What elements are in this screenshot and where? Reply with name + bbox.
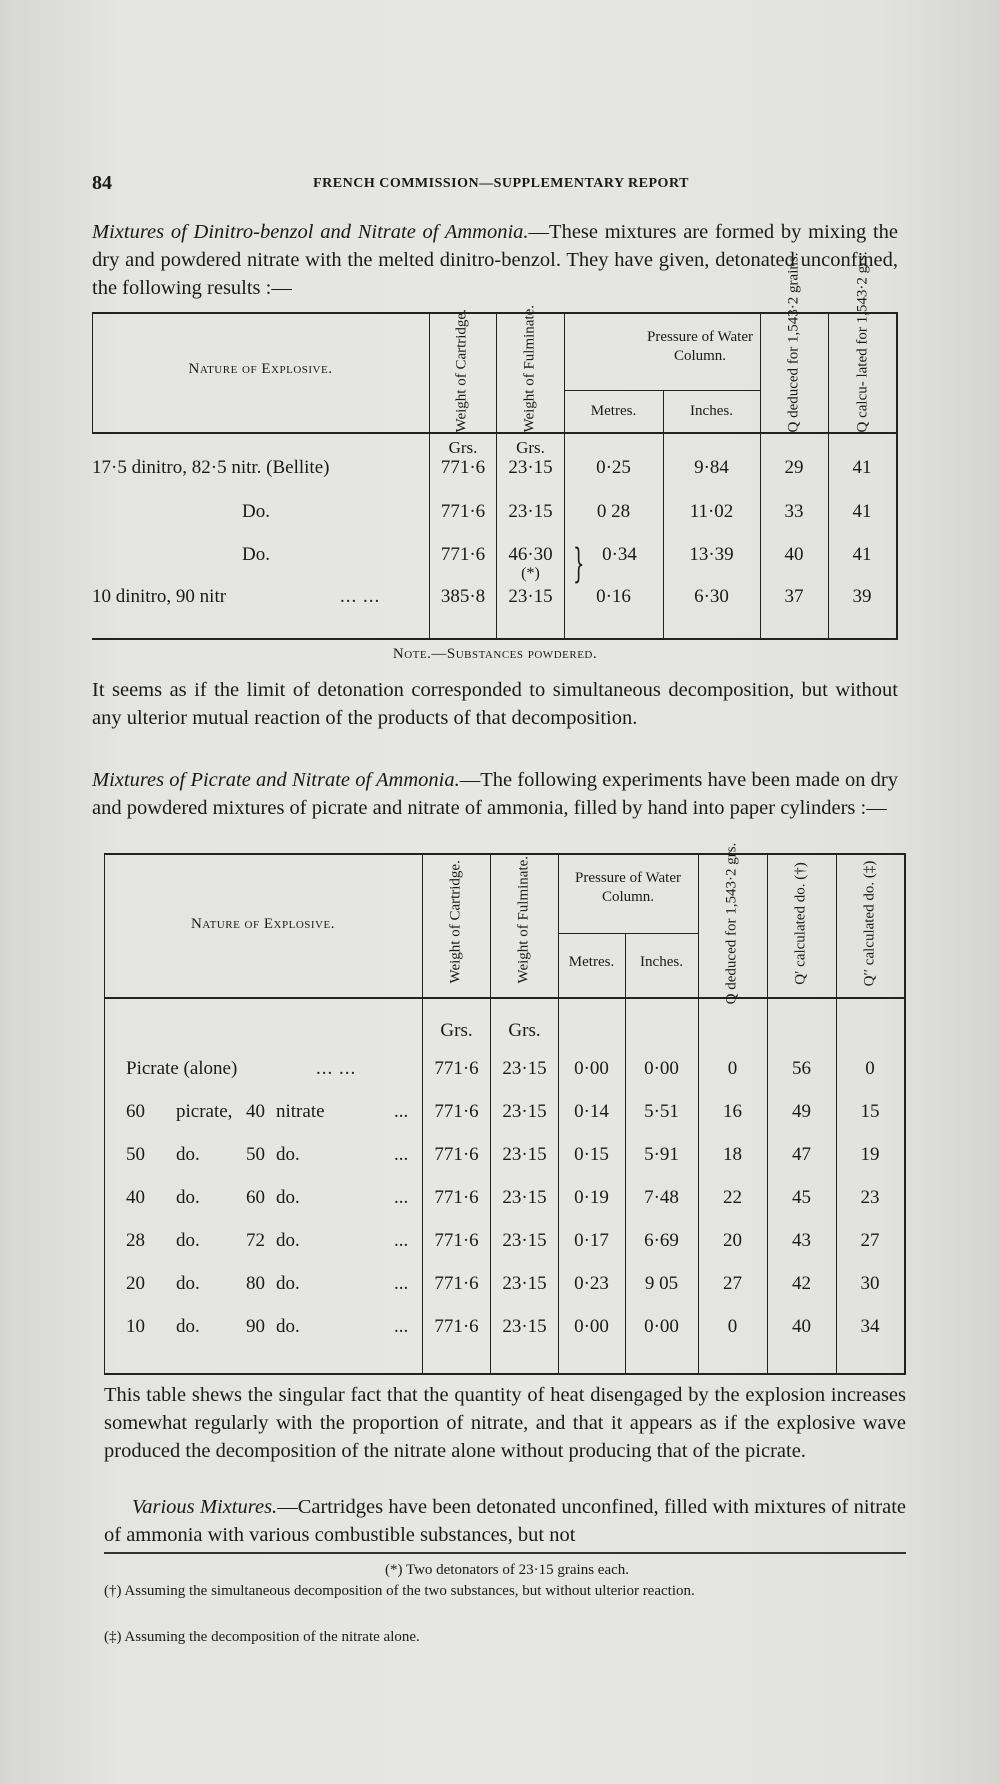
t2-dots: ... — [394, 1316, 409, 1337]
t2-nature-c: 80 — [246, 1273, 265, 1294]
t2-nature-d: do. — [276, 1273, 300, 1294]
t1-unit-cartridge: Grs. — [448, 438, 478, 457]
t1-header-nature: Nature of Explosive. — [188, 361, 333, 377]
t2-nature-a: 20 — [126, 1273, 145, 1294]
t2-nature-c: 40 — [246, 1101, 265, 1122]
t2-q2: 0 — [865, 1058, 875, 1079]
t2-q1: 45 — [792, 1187, 811, 1208]
footnote-ddagger: (‡) Assuming the decomposition of the nitrate alone. — [104, 1629, 420, 1645]
t2-header-inches: Inches. — [640, 954, 683, 970]
t2-fulm: 23·15 — [502, 1058, 547, 1079]
t1-r3-metres: 0·34 — [602, 544, 637, 565]
t1-header-pressure: Pressure of Water Column. — [647, 329, 753, 364]
t1-r3-q: 40 — [784, 544, 804, 565]
t2-nature-b: do. — [176, 1230, 200, 1251]
t2-inches: 5·51 — [644, 1101, 679, 1122]
t1-r2-metres: 0 28 — [596, 501, 631, 522]
t2-nature-a: 40 — [126, 1187, 145, 1208]
t2-metres: 0·23 — [574, 1273, 609, 1294]
t2-nature-d: do. — [276, 1187, 300, 1208]
t2-fulm: 23·15 — [502, 1316, 547, 1337]
t2-inches: 7·48 — [644, 1187, 679, 1208]
t1-r1-cart: 771·6 — [440, 457, 486, 478]
t1-r1-inches: 9·84 — [694, 457, 729, 478]
t1-r2-cart: 771·6 — [440, 501, 486, 522]
para-table-shews: This table shews the singular fact that the quantity of heat disengaged by the explosion increases somewhat regularly with the proportion of nitrate, and that it appears as if the explosive wave produced the decomposition of the nitrate alone without producing that of the picrate. — [104, 1384, 906, 1462]
t2-metres: 0·19 — [574, 1187, 609, 1208]
t1-r2-inches: 11·02 — [689, 501, 734, 522]
page-number: 84 — [92, 172, 112, 194]
intro-dinitro-text: —These mixtures are formed by mixing the dry and powdered nitrate with the melted dinitro-benzol. They have given, detonated unconfined, the following results :— — [92, 221, 898, 299]
t1-header-fulminate: Weight of Fulminate. — [521, 304, 538, 433]
t2-cart: 771·6 — [434, 1230, 479, 1251]
t2-nature-c: 90 — [246, 1316, 265, 1337]
t2-fulm: 23·15 — [502, 1101, 547, 1122]
t1-brace-icon: } — [572, 541, 585, 587]
t2-dots: ... — [394, 1144, 409, 1165]
t1-r2-q: 33 — [784, 501, 804, 522]
t2-q: 16 — [723, 1101, 742, 1122]
t2-nature-a: Picrate (alone) — [126, 1058, 238, 1079]
footnote-dagger: (†) Assuming the simultaneous decomposition of the two substances, but without ulterior reaction. — [104, 1583, 695, 1599]
t2-dots: ... ... — [316, 1058, 357, 1079]
t2-header-q: Q deduced for 1,543·2 grs. — [723, 842, 740, 1005]
t2-q: 22 — [723, 1187, 742, 1208]
para-various-text: —Cartridges have been detonated unconfined, filled with mixtures of nitrate of ammonia with various combustible substances, but not — [104, 1496, 906, 1546]
t2-header-pressure: Pressure of Water Column. — [575, 870, 681, 905]
t2-inches: 9 05 — [644, 1273, 679, 1294]
t2-cart: 771·6 — [434, 1187, 479, 1208]
table1-note: Note.—Substances powdered. — [392, 646, 598, 662]
t2-nature-a: 50 — [126, 1144, 145, 1165]
t2-nature-b: do. — [176, 1144, 200, 1165]
t1-header-inches: Inches. — [690, 403, 733, 419]
t2-q1: 49 — [792, 1101, 811, 1122]
t2-nature-c: 60 — [246, 1187, 265, 1208]
t2-header-cartridge: Weight of Cartridge. — [447, 860, 464, 984]
t2-nature-a: 28 — [126, 1230, 145, 1251]
t2-metres: 0·17 — [574, 1230, 609, 1251]
t2-header-nature: Nature of Explosive. — [191, 916, 335, 932]
t2-header-fulminate: Weight of Fulminate. — [515, 855, 532, 984]
t2-q: 18 — [723, 1144, 742, 1165]
t2-unit-fulminate: Grs. — [508, 1020, 541, 1041]
t1-r1-qcalc: 41 — [852, 457, 872, 478]
t2-nature-c: 72 — [246, 1230, 265, 1251]
t2-nature-d: nitrate — [276, 1101, 325, 1122]
t2-q: 20 — [723, 1230, 742, 1251]
t1-r4-q: 37 — [784, 586, 804, 607]
t2-nature-d: do. — [276, 1316, 300, 1337]
t2-q1: 40 — [792, 1316, 811, 1337]
t2-q2: 23 — [860, 1187, 880, 1208]
t2-metres: 0·00 — [574, 1316, 609, 1337]
t1-header-q: Q deduced for 1,543·2 grains. — [785, 252, 802, 433]
t2-cart: 771·6 — [434, 1058, 479, 1079]
intro-dinitro — [92, 218, 898, 302]
t2-nature-d: do. — [276, 1230, 300, 1251]
t2-q2: 34 — [860, 1316, 880, 1337]
t2-q2: 30 — [860, 1273, 880, 1294]
t2-inches: 0·00 — [644, 1316, 679, 1337]
running-head: FRENCH COMMISSION—SUPPLEMENTARY REPORT — [313, 176, 689, 191]
t1-r2-nature: Do. — [242, 501, 270, 522]
t2-nature-b: do. — [176, 1273, 200, 1294]
t2-inches: 6·69 — [644, 1230, 679, 1251]
t2-q1: 56 — [792, 1058, 811, 1079]
t1-r3-fulm: 46·30 — [508, 544, 553, 565]
t2-unit-cartridge: Grs. — [440, 1020, 473, 1041]
t1-r1-nature: 17·5 dinitro, 82·5 nitr. (Bellite) — [92, 457, 330, 478]
t2-fulm: 23·15 — [502, 1144, 547, 1165]
t1-header-cartridge: Weight of Cartridge. — [453, 309, 470, 433]
t2-cart: 771·6 — [434, 1144, 479, 1165]
t2-inches: 0·00 — [644, 1058, 679, 1079]
t2-q2: 15 — [860, 1101, 880, 1122]
t2-header-metres: Metres. — [568, 954, 615, 970]
footnote-star: (*) Two detonators of 23·15 grains each. — [384, 1562, 630, 1578]
t2-cart: 771·6 — [434, 1273, 479, 1294]
t2-fulm: 23·15 — [502, 1187, 547, 1208]
t1-r4-inches: 6·30 — [694, 586, 729, 607]
t1-r4-fulm: 23·15 — [508, 586, 553, 607]
t1-r4-cart: 385·8 — [440, 586, 486, 607]
t1-r4-dots: ... ... — [340, 586, 381, 607]
t2-dots: ... — [394, 1101, 409, 1122]
t1-r4-metres: 0·16 — [596, 586, 631, 607]
t2-nature-a: 60 — [126, 1101, 145, 1122]
t2-dots: ... — [394, 1273, 409, 1294]
t1-r2-qcalc: 41 — [852, 501, 872, 522]
t2-q: 27 — [723, 1273, 742, 1294]
intro-dinitro-title: Mixtures of Dinitro-benzol and Nitrate of Ammonia. — [92, 221, 529, 243]
t1-r3-fulm-note: (*) — [521, 565, 540, 582]
t2-inches: 5·91 — [644, 1144, 679, 1165]
page-header — [92, 172, 910, 198]
para-various-mixtures — [104, 1493, 906, 1549]
t2-q1: 42 — [792, 1273, 811, 1294]
t2-q1: 47 — [792, 1144, 811, 1165]
t1-r3-cart: 771·6 — [440, 544, 486, 565]
t1-r2-fulm: 23·15 — [508, 501, 553, 522]
t2-metres: 0·15 — [574, 1144, 609, 1165]
t2-q2: 27 — [860, 1230, 880, 1251]
t2-cart: 771·6 — [434, 1101, 479, 1122]
footnote-rule — [104, 1552, 906, 1554]
t2-nature-b: picrate, — [176, 1101, 233, 1122]
t1-r4-qcalc: 39 — [852, 586, 872, 607]
t2-header-q1: Q′ calculated do. (†) — [792, 862, 809, 985]
t1-r3-qcalc: 41 — [852, 544, 872, 565]
t2-header-q2: Q′′ calculated do. (‡) — [861, 860, 878, 987]
intro-picrate-text: —The following experiments have been made on dry and powdered mixtures of picrate and nitrate of ammonia, filled by hand into paper cylinders :— — [92, 769, 898, 819]
t2-dots: ... — [394, 1230, 409, 1251]
t1-r3-nature: Do. — [242, 544, 270, 565]
t2-q: 0 — [727, 1058, 738, 1079]
t2-q2: 19 — [860, 1144, 880, 1165]
t2-dots: ... — [394, 1187, 409, 1208]
para-various-title: Various Mixtures. — [132, 1496, 278, 1518]
t2-fulm: 23·15 — [502, 1273, 547, 1294]
t2-nature-b: do. — [176, 1187, 200, 1208]
t2-q: 0 — [727, 1316, 738, 1337]
t1-r1-metres: 0·25 — [596, 457, 631, 478]
para-limit-detonation: It seems as if the limit of detonation corresponded to simultaneous decomposition, but without any ulterior mutual reaction of the products of that decomposition. — [92, 679, 898, 729]
t2-nature-c: 50 — [246, 1144, 265, 1165]
t1-header-metres: Metres. — [590, 403, 637, 419]
t1-r3-inches: 13·39 — [689, 544, 734, 565]
t1-unit-fulminate: Grs. — [516, 438, 545, 457]
t1-r4-nature: 10 dinitro, 90 nitr — [92, 586, 227, 607]
t2-fulm: 23·15 — [502, 1230, 547, 1251]
t1-r1-fulm: 23·15 — [508, 457, 553, 478]
intro-picrate-title: Mixtures of Picrate and Nitrate of Ammonia. — [92, 769, 460, 791]
t2-cart: 771·6 — [434, 1316, 479, 1337]
t2-metres: 0·14 — [574, 1101, 609, 1122]
picrate-table — [104, 842, 906, 1375]
t2-metres: 0·00 — [574, 1058, 609, 1079]
t2-nature-b: do. — [176, 1316, 200, 1337]
t2-nature-d: do. — [276, 1144, 300, 1165]
t2-nature-a: 10 — [126, 1316, 145, 1337]
t2-q1: 43 — [792, 1230, 811, 1251]
intro-picrate — [92, 766, 898, 822]
t1-r1-q: 29 — [784, 457, 804, 478]
t1-header-qcalc: Q calcu- lated for 1,543·2 grs. — [854, 251, 871, 433]
